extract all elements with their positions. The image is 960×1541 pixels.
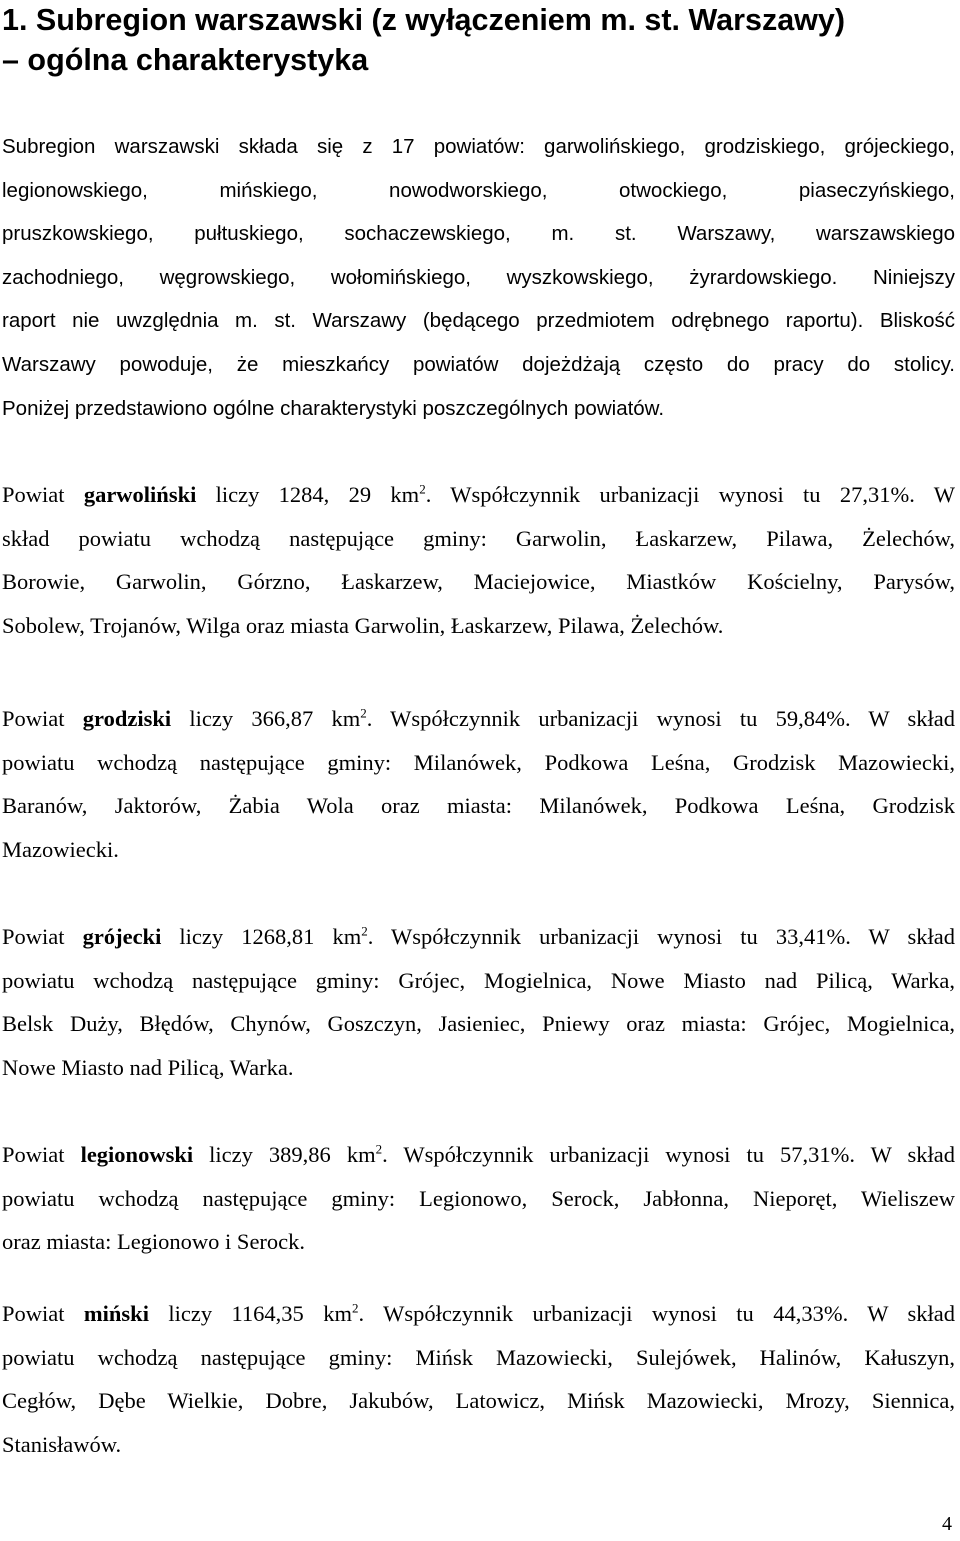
- paragraph-line: oraz miasta: Legionowo i Serock.: [2, 1229, 306, 1255]
- intro-line: zachodniego, węgrowskiego, wołomińskiego, wyszkowskiego, żyrardowskiego. Niniejszy: [2, 265, 955, 289]
- paragraph-first-line: [2, 473, 955, 517]
- powiat-paragraph-minski: [2, 1292, 955, 1466]
- powiat-paragraph-garwolinski: [2, 473, 955, 647]
- powiat-name: miński: [83, 1301, 149, 1326]
- paragraph-line: Mazowiecki.: [2, 836, 119, 862]
- powiat-paragraph-grodziski: [2, 697, 955, 871]
- paragraph-line: powiatu wchodzą następujące gminy: Legionowo, Serock, Jabłonna, Nieporęt, Wieliszew: [2, 1185, 955, 1211]
- powiat-area: liczy 389,86 km: [193, 1142, 376, 1167]
- powiat-paragraph-grojecki: [2, 915, 955, 1089]
- intro-line: Poniżej przedstawiono ogólne charakterystyki poszczególnych powiatów.: [2, 396, 665, 420]
- paragraph-first-line: [2, 1133, 955, 1177]
- page-number: 4: [942, 1513, 952, 1535]
- powiat-prefix: Powiat: [2, 924, 83, 949]
- powiat-prefix: Powiat: [2, 1301, 84, 1326]
- paragraph-first-line: [2, 1292, 955, 1336]
- paragraph-line: Sobolew, Trojanów, Wilga oraz miasta Garwolin, Łaskarzew, Pilawa, Żelechów.: [2, 612, 724, 638]
- intro-line: legionowskiego, mińskiego, nowodworskiego, otwockiego, piaseczyńskiego,: [2, 178, 955, 202]
- powiat-prefix: Powiat: [2, 706, 83, 731]
- paragraph-line: powiatu wchodzą następujące gminy: Grójec, Mogielnica, Nowe Miasto nad Pilicą, Warka,: [2, 967, 955, 993]
- paragraph-line: Stanisławów.: [2, 1431, 122, 1457]
- paragraph-first-line: [2, 697, 955, 741]
- area-superscript: 2: [361, 923, 368, 939]
- area-superscript: 2: [375, 1141, 383, 1157]
- powiat-area: liczy 366,87 km: [171, 706, 361, 731]
- paragraph-first-line: [2, 915, 955, 959]
- powiat-name: grójecki: [82, 924, 162, 949]
- intro-line: pruszkowskiego, pułtuskiego, sochaczewskiego, m. st. Warszawy, warszawskiego: [2, 222, 955, 246]
- powiat-name: legionowski: [80, 1142, 194, 1167]
- powiat-urbanization: . Współczynnik urbanizacji wynosi tu 59,84%. W skład: [366, 706, 955, 731]
- intro-line: Subregion warszawski składa się z 17 powiatów: garwolińskiego, grodziskiego, grójeckiego,: [2, 135, 955, 158]
- powiat-urbanization: . Współczynnik urbanizacji wynosi tu 44,33%. W skład: [358, 1301, 955, 1326]
- title-line-1: 1. Subregion warszawski (z wyłączeniem m. st. Warszawy): [2, 3, 845, 37]
- area-superscript: 2: [351, 1300, 359, 1316]
- powiat-paragraph-legionowski: [2, 1133, 955, 1264]
- intro-line: Warszawy powoduje, że mieszkańcy powiatów dojeżdżają często do pracy do stolicy.: [2, 352, 955, 376]
- powiat-urbanization: . Współczynnik urbanizacji wynosi tu 27,31%. W: [425, 482, 955, 507]
- powiat-urbanization: . Współczynnik urbanizacji wynosi tu 57,31%. W skład: [382, 1142, 956, 1167]
- powiat-area: liczy 1284, 29 km: [196, 482, 420, 507]
- paragraph-line: Baranów, Jaktorów, Żabia Wola oraz miasta: Milanówek, Podkowa Leśna, Grodzisk: [2, 793, 955, 819]
- paragraph-line: Nowe Miasto nad Pilicą, Warka.: [2, 1054, 294, 1080]
- powiat-name: garwoliński: [83, 482, 197, 507]
- title-line-2: – ogólna charakterystyka: [2, 43, 369, 77]
- paragraph-line: skład powiatu wchodzą następujące gminy: Garwolin, Łaskarzew, Pilawa, Żelechów,: [2, 525, 955, 551]
- powiat-urbanization: . Współczynnik urbanizacji wynosi tu 33,41%. W skład: [367, 924, 955, 949]
- powiat-prefix: Powiat: [2, 482, 84, 507]
- area-superscript: 2: [360, 705, 367, 721]
- page-title: [2, 0, 952, 80]
- intro-paragraph: [2, 125, 955, 430]
- powiat-area: liczy 1268,81 km: [161, 924, 362, 949]
- paragraph-line: powiatu wchodzą następujące gminy: Milanówek, Podkowa Leśna, Grodzisk Mazowiecki,: [2, 749, 955, 775]
- area-superscript: 2: [419, 481, 426, 497]
- paragraph-line: Cegłów, Dębe Wielkie, Dobre, Jakubów, Latowicz, Mińsk Mazowiecki, Mrozy, Siennica,: [2, 1388, 955, 1414]
- powiat-name: grodziski: [82, 706, 172, 731]
- powiat-prefix: Powiat: [2, 1142, 81, 1167]
- paragraph-line: Belsk Duży, Błędów, Chynów, Goszczyn, Jasieniec, Pniewy oraz miasta: Grójec, Mogielnica,: [2, 1011, 955, 1037]
- intro-line: raport nie uwzględnia m. st. Warszawy (będącego przedmiotem odrębnego raportu). Bliskość: [2, 309, 955, 333]
- powiat-area: liczy 1164,35 km: [148, 1301, 352, 1326]
- paragraph-line: Borowie, Garwolin, Górzno, Łaskarzew, Maciejowice, Miastków Kościelny, Parysów,: [2, 569, 955, 595]
- paragraph-line: powiatu wchodzą następujące gminy: Mińsk Mazowiecki, Sulejówek, Halinów, Kałuszyn,: [2, 1344, 955, 1370]
